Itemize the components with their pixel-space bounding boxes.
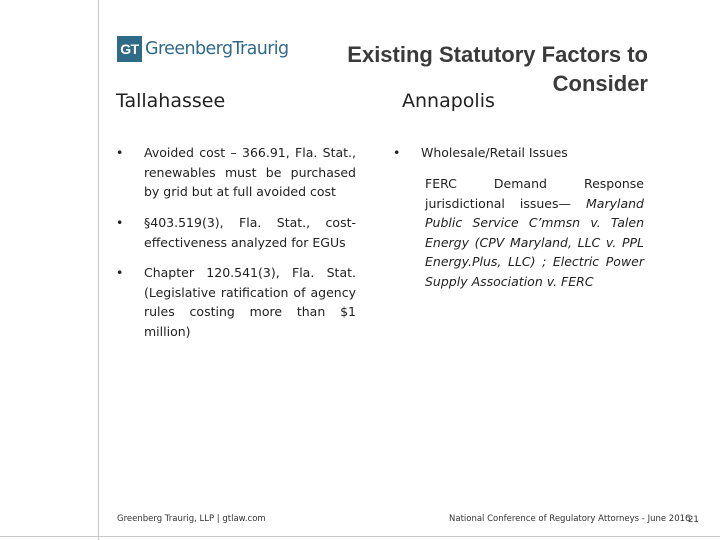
bullet-text: §403.519(3), Fla. Stat., cost-effectiveness analyzed for EGUs	[144, 215, 356, 250]
bottom-rule	[0, 536, 720, 537]
bullet-text: Avoided cost – 366.91, Fla. Stat., renewables must be purchased by grid but at full avoided cost	[144, 145, 356, 199]
bullet-text: Chapter 120.541(3), Fla. Stat. (Legislative ratification of agency rules costing more than $1 million)	[144, 265, 356, 339]
logo-wordmark: GreenbergTraurig	[145, 39, 289, 59]
left-rule	[98, 0, 99, 540]
footer-firm: Greenberg Traurig, LLP | gtlaw.com	[117, 514, 266, 524]
bullet-text: Wholesale/Retail Issues	[421, 145, 568, 160]
annapolis-paragraph	[425, 174, 644, 291]
annapolis-heading: Annapolis	[402, 90, 495, 112]
bullet-marker: •	[116, 215, 124, 230]
bullet-marker: •	[116, 265, 124, 280]
paragraph-lead: FERC Demand Response jurisdictional issues—	[425, 176, 644, 211]
list-item	[116, 213, 356, 252]
paragraph-cases: Maryland Public Service C’mmsn v. Talen Energy (CPV Maryland, LLC v. PPL Energy.Plus, LLC) ; Electric Power Supply Association v. FERC	[425, 195, 644, 289]
list-item	[116, 263, 356, 341]
bullet-marker: •	[393, 145, 401, 160]
annapolis-bullet	[393, 143, 651, 163]
slide-title: Existing Statutory Factors to Consider	[347, 42, 648, 96]
list-item	[116, 143, 356, 202]
footer-conference: National Conference of Regulatory Attorneys - June 2016	[449, 514, 691, 524]
tallahassee-heading: Tallahassee	[116, 90, 226, 112]
greenberg-traurig-logo	[117, 36, 289, 62]
logo-mark: GT	[117, 36, 142, 62]
page-number: 21	[688, 515, 699, 525]
bullet-marker: •	[116, 145, 124, 160]
